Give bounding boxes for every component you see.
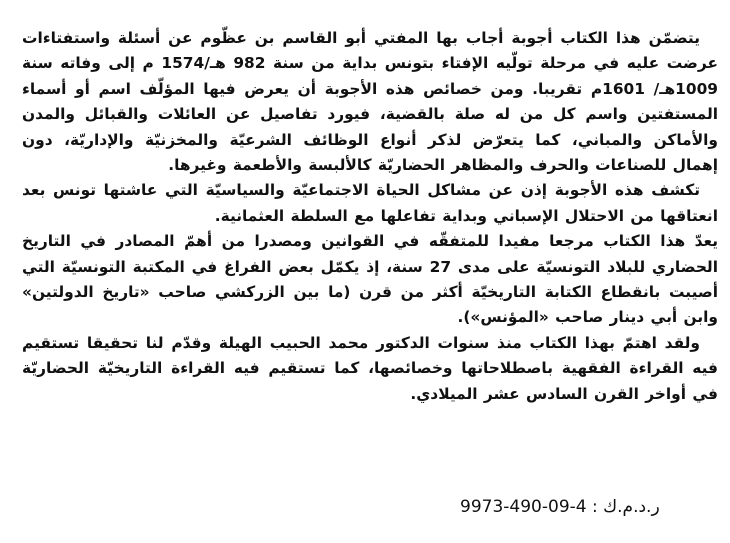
paragraph-1: يتضمّن هذا الكتاب أجوبة أجاب بها المفتي أبو القاسم بن عظّوم عن أسئلة واستفتاءات عرضت عليه في مرحلة تولّيه الإفتاء بتونس بداية من سنة 982 هـ/1574 م إلى وفاته سنة 1009هـ/ 1601م تقريبا. ومن خصائص هذه الأجوبة أن يعرض فيها المؤلّف اسم أو أسماء المستفتين واسم كل من له صلة بالقضية، فيورد تفاصيل عن العائلات والقبائل والمدن والأماكن والمباني، كما يتعرّض لذكر أنواع الوظائف الشرعيّة والمخزنيّة والإداريّة، دون إهمال للصناعات والحرف والمظاهر الحضاريّة كالألبسة والأطعمة وغيرها. (22, 29, 718, 175)
paragraph-4: ولقد اهتمّ بهذا الكتاب منذ سنوات الدكتور محمد الحبيب الهيلة وقدّم لنا تحقيقا تستقيم فيه القراءة الفقهية باصطلاحاتها وخصائصها، كما تستقيم فيه القراءة التاريخيّة الحضاريّة في أواخر القرن السادس عشر الميلادي. (22, 333, 718, 403)
paragraph-2: تكشف هذه الأجوبة إذن عن مشاكل الحياة الاجتماعيّة والسياسيّة التي عاشتها تونس بعد انعتاقها من الاحتلال الإسباني وبداية تفاعلها مع السلطة العثمانية. (22, 181, 718, 225)
book-description (22, 26, 718, 407)
isbn-number: ر.د.م.ك : 4-09-490-9973 (460, 497, 660, 517)
paragraph-3: يعدّ هذا الكتاب مرجعا مفيدا للمتفقّه في القوانين ومصدرا من أهمّ المصادر في التاريخ الحضاري للبلاد التونسيّة على مدى 27 سنة، إذ يكمّل بعض الفراغ في المكتبة التونسيّة التي أصيبت بانقطاع الكتابة التاريخيّة أكثر من قرن (ما بين الزركشي صاحب «تاريخ الدولتين» وابن أبي دينار صاحب «المؤنس»). (22, 232, 718, 327)
